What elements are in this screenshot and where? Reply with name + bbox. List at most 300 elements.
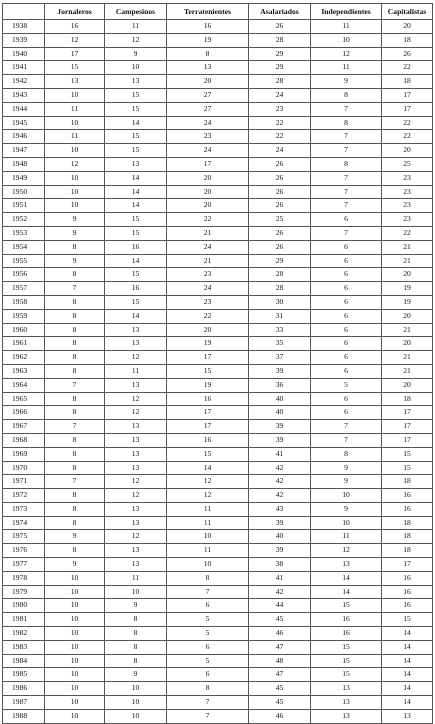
cell-campesinos: 14 — [105, 171, 167, 185]
cell-terratenientes: 12 — [167, 475, 249, 489]
cell-capitalistas: 20 — [382, 309, 433, 323]
cell-year: 1943 — [3, 88, 45, 102]
cell-campesinos: 11 — [105, 20, 167, 34]
cell-capitalistas: 21 — [382, 351, 433, 365]
cell-independientes: 10 — [311, 516, 382, 530]
cell-year: 1987 — [3, 696, 45, 710]
cell-campesinos: 13 — [105, 516, 167, 530]
cell-jornaleros: 10 — [45, 654, 105, 668]
cell-campesinos: 11 — [105, 364, 167, 378]
cell-capitalistas: 20 — [382, 144, 433, 158]
cell-capitalistas: 20 — [382, 20, 433, 34]
cell-independientes: 14 — [311, 585, 382, 599]
cell-jornaleros: 8 — [45, 295, 105, 309]
cell-campesinos: 15 — [105, 226, 167, 240]
cell-campesinos: 16 — [105, 282, 167, 296]
cell-jornaleros: 13 — [45, 75, 105, 89]
cell-jornaleros: 15 — [45, 61, 105, 75]
cell-year: 1983 — [3, 640, 45, 654]
cell-terratenientes: 22 — [167, 213, 249, 227]
cell-capitalistas: 23 — [382, 185, 433, 199]
cell-independientes: 6 — [311, 268, 382, 282]
cell-capitalistas: 22 — [382, 226, 433, 240]
cell-terratenientes: 5 — [167, 613, 249, 627]
cell-capitalistas: 26 — [382, 47, 433, 61]
cell-year: 1962 — [3, 351, 45, 365]
cell-year: 1957 — [3, 282, 45, 296]
cell-independientes: 8 — [311, 447, 382, 461]
cell-campesinos: 8 — [105, 640, 167, 654]
cell-terratenientes: 15 — [167, 364, 249, 378]
cell-independientes: 9 — [311, 75, 382, 89]
cell-campesinos: 13 — [105, 558, 167, 572]
cell-campesinos: 13 — [105, 337, 167, 351]
table-row — [3, 378, 433, 392]
cell-year: 1976 — [3, 544, 45, 558]
cell-year: 1966 — [3, 406, 45, 420]
cell-jornaleros: 9 — [45, 558, 105, 572]
cell-jornaleros: 9 — [45, 213, 105, 227]
cell-independientes: 15 — [311, 654, 382, 668]
cell-terratenientes: 20 — [167, 171, 249, 185]
cell-terratenientes: 12 — [167, 489, 249, 503]
cell-terratenientes: 23 — [167, 295, 249, 309]
cell-jornaleros: 10 — [45, 599, 105, 613]
cell-independientes: 5 — [311, 378, 382, 392]
cell-capitalistas: 22 — [382, 130, 433, 144]
cell-year: 1950 — [3, 185, 45, 199]
cell-asalariados: 47 — [249, 668, 311, 682]
cell-terratenientes: 17 — [167, 351, 249, 365]
table-row — [3, 696, 433, 710]
cell-year: 1969 — [3, 447, 45, 461]
cell-asalariados: 29 — [249, 61, 311, 75]
cell-independientes: 6 — [311, 240, 382, 254]
cell-campesinos: 15 — [105, 213, 167, 227]
cell-campesinos: 9 — [105, 668, 167, 682]
cell-terratenientes: 16 — [167, 20, 249, 34]
cell-terratenientes: 17 — [167, 157, 249, 171]
cell-asalariados: 28 — [249, 75, 311, 89]
table-row — [3, 640, 433, 654]
cell-asalariados: 42 — [249, 585, 311, 599]
cell-terratenientes: 17 — [167, 420, 249, 434]
cell-terratenientes: 24 — [167, 116, 249, 130]
cell-asalariados: 30 — [249, 295, 311, 309]
cell-year: 1981 — [3, 613, 45, 627]
cell-campesinos: 13 — [105, 433, 167, 447]
cell-campesinos: 8 — [105, 654, 167, 668]
cell-independientes: 13 — [311, 709, 382, 723]
cell-jornaleros: 10 — [45, 171, 105, 185]
cell-asalariados: 45 — [249, 613, 311, 627]
cell-asalariados: 48 — [249, 654, 311, 668]
cell-asalariados: 25 — [249, 213, 311, 227]
cell-year: 1942 — [3, 75, 45, 89]
cell-jornaleros: 10 — [45, 696, 105, 710]
table-row — [3, 130, 433, 144]
cell-jornaleros: 8 — [45, 461, 105, 475]
cell-campesinos: 14 — [105, 116, 167, 130]
cell-campesinos: 10 — [105, 585, 167, 599]
cell-campesinos: 15 — [105, 102, 167, 116]
table-row — [3, 199, 433, 213]
cell-terratenientes: 16 — [167, 392, 249, 406]
cell-terratenientes: 5 — [167, 654, 249, 668]
cell-jornaleros: 11 — [45, 130, 105, 144]
cell-terratenientes: 22 — [167, 309, 249, 323]
cell-year: 1944 — [3, 102, 45, 116]
cell-year: 1947 — [3, 144, 45, 158]
cell-jornaleros: 10 — [45, 709, 105, 723]
cell-year: 1945 — [3, 116, 45, 130]
cell-terratenientes: 24 — [167, 144, 249, 158]
cell-asalariados: 36 — [249, 378, 311, 392]
cell-independientes: 7 — [311, 185, 382, 199]
cell-jornaleros: 7 — [45, 420, 105, 434]
cell-independientes: 11 — [311, 61, 382, 75]
cell-terratenientes: 24 — [167, 240, 249, 254]
cell-terratenientes: 19 — [167, 337, 249, 351]
cell-asalariados: 26 — [249, 171, 311, 185]
cell-asalariados: 23 — [249, 102, 311, 116]
cell-capitalistas: 17 — [382, 88, 433, 102]
cell-independientes: 6 — [311, 392, 382, 406]
header-cell-year — [3, 4, 45, 20]
cell-capitalistas: 14 — [382, 627, 433, 641]
cell-independientes: 16 — [311, 613, 382, 627]
cell-asalariados: 42 — [249, 489, 311, 503]
header-cell-asalariados: Asalariados — [249, 4, 311, 20]
table-row — [3, 475, 433, 489]
cell-jornaleros: 10 — [45, 116, 105, 130]
cell-capitalistas: 18 — [382, 544, 433, 558]
cell-terratenientes: 6 — [167, 640, 249, 654]
table-row — [3, 461, 433, 475]
table-row — [3, 489, 433, 503]
table-row — [3, 61, 433, 75]
cell-year: 1975 — [3, 530, 45, 544]
cell-capitalistas: 20 — [382, 337, 433, 351]
table-header — [3, 4, 433, 20]
cell-capitalistas: 23 — [382, 171, 433, 185]
cell-campesinos: 13 — [105, 420, 167, 434]
cell-capitalistas: 15 — [382, 461, 433, 475]
cell-capitalistas: 18 — [382, 475, 433, 489]
cell-independientes: 15 — [311, 599, 382, 613]
cell-asalariados: 28 — [249, 282, 311, 296]
table-row — [3, 613, 433, 627]
cell-independientes: 10 — [311, 489, 382, 503]
cell-campesinos: 8 — [105, 627, 167, 641]
header-row — [3, 4, 433, 20]
table-row — [3, 33, 433, 47]
cell-year: 1961 — [3, 337, 45, 351]
cell-jornaleros: 12 — [45, 33, 105, 47]
cell-campesinos: 14 — [105, 254, 167, 268]
cell-campesinos: 12 — [105, 489, 167, 503]
cell-campesinos: 10 — [105, 696, 167, 710]
cell-terratenientes: 11 — [167, 544, 249, 558]
cell-asalariados: 26 — [249, 185, 311, 199]
cell-asalariados: 28 — [249, 33, 311, 47]
cell-asalariados: 47 — [249, 640, 311, 654]
cell-terratenientes: 11 — [167, 516, 249, 530]
cell-year: 1979 — [3, 585, 45, 599]
cell-capitalistas: 17 — [382, 433, 433, 447]
cell-terratenientes: 20 — [167, 323, 249, 337]
cell-independientes: 7 — [311, 420, 382, 434]
cell-independientes: 6 — [311, 309, 382, 323]
table-row — [3, 88, 433, 102]
cell-jornaleros: 9 — [45, 226, 105, 240]
cell-jornaleros: 8 — [45, 502, 105, 516]
cell-year: 1939 — [3, 33, 45, 47]
cell-campesinos: 9 — [105, 599, 167, 613]
table-row — [3, 268, 433, 282]
table-row — [3, 20, 433, 34]
header-cell-campesinos: Campesinos — [105, 4, 167, 20]
cell-jornaleros: 9 — [45, 254, 105, 268]
cell-terratenientes: 21 — [167, 254, 249, 268]
cell-terratenientes: 10 — [167, 558, 249, 572]
cell-terratenientes: 16 — [167, 433, 249, 447]
cell-independientes: 6 — [311, 406, 382, 420]
cell-capitalistas: 21 — [382, 323, 433, 337]
table-row — [3, 144, 433, 158]
cell-capitalistas: 15 — [382, 613, 433, 627]
cell-jornaleros: 10 — [45, 585, 105, 599]
cell-independientes: 11 — [311, 20, 382, 34]
cell-jornaleros: 16 — [45, 20, 105, 34]
cell-independientes: 11 — [311, 530, 382, 544]
cell-terratenientes: 8 — [167, 571, 249, 585]
cell-capitalistas: 14 — [382, 668, 433, 682]
cell-asalariados: 26 — [249, 20, 311, 34]
cell-terratenientes: 10 — [167, 530, 249, 544]
cell-capitalistas: 14 — [382, 640, 433, 654]
cell-jornaleros: 17 — [45, 47, 105, 61]
cell-capitalistas: 16 — [382, 571, 433, 585]
cell-terratenientes: 11 — [167, 502, 249, 516]
cell-capitalistas: 17 — [382, 406, 433, 420]
cell-asalariados: 39 — [249, 516, 311, 530]
cell-independientes: 6 — [311, 351, 382, 365]
cell-asalariados: 24 — [249, 144, 311, 158]
cell-independientes: 6 — [311, 323, 382, 337]
cell-capitalistas: 18 — [382, 392, 433, 406]
cell-campesinos: 13 — [105, 502, 167, 516]
cell-year: 1988 — [3, 709, 45, 723]
cell-independientes: 9 — [311, 461, 382, 475]
cell-capitalistas: 16 — [382, 585, 433, 599]
cell-campesinos: 13 — [105, 157, 167, 171]
table-row — [3, 171, 433, 185]
table-row — [3, 282, 433, 296]
cell-independientes: 8 — [311, 88, 382, 102]
cell-capitalistas: 14 — [382, 682, 433, 696]
cell-asalariados: 42 — [249, 475, 311, 489]
cell-terratenientes: 17 — [167, 406, 249, 420]
cell-campesinos: 13 — [105, 323, 167, 337]
cell-campesinos: 12 — [105, 530, 167, 544]
cell-independientes: 9 — [311, 502, 382, 516]
cell-capitalistas: 21 — [382, 254, 433, 268]
cell-independientes: 6 — [311, 254, 382, 268]
cell-year: 1964 — [3, 378, 45, 392]
cell-year: 1973 — [3, 502, 45, 516]
cell-campesinos: 16 — [105, 240, 167, 254]
cell-asalariados: 26 — [249, 199, 311, 213]
table-row — [3, 254, 433, 268]
cell-asalariados: 37 — [249, 351, 311, 365]
cell-capitalistas: 17 — [382, 420, 433, 434]
cell-jornaleros: 8 — [45, 392, 105, 406]
table-row — [3, 75, 433, 89]
cell-independientes: 7 — [311, 102, 382, 116]
cell-year: 1946 — [3, 130, 45, 144]
cell-asalariados: 41 — [249, 571, 311, 585]
cell-independientes: 6 — [311, 213, 382, 227]
cell-year: 1986 — [3, 682, 45, 696]
cell-jornaleros: 8 — [45, 323, 105, 337]
cell-year: 1956 — [3, 268, 45, 282]
cell-asalariados: 42 — [249, 461, 311, 475]
table-row — [3, 213, 433, 227]
table-row — [3, 102, 433, 116]
cell-independientes: 7 — [311, 433, 382, 447]
cell-year: 1984 — [3, 654, 45, 668]
cell-independientes: 6 — [311, 282, 382, 296]
cell-campesinos: 15 — [105, 88, 167, 102]
cell-campesinos: 13 — [105, 461, 167, 475]
cell-capitalistas: 14 — [382, 654, 433, 668]
table-row — [3, 364, 433, 378]
header-cell-jornaleros: Jornaleros — [45, 4, 105, 20]
cell-jornaleros: 9 — [45, 530, 105, 544]
cell-terratenientes: 5 — [167, 627, 249, 641]
cell-capitalistas: 25 — [382, 157, 433, 171]
cell-campesinos: 13 — [105, 544, 167, 558]
cell-independientes: 8 — [311, 116, 382, 130]
cell-independientes: 7 — [311, 171, 382, 185]
cell-year: 1941 — [3, 61, 45, 75]
cell-year: 1972 — [3, 489, 45, 503]
cell-year: 1974 — [3, 516, 45, 530]
cell-asalariados: 43 — [249, 502, 311, 516]
cell-year: 1948 — [3, 157, 45, 171]
cell-independientes: 6 — [311, 364, 382, 378]
cell-year: 1980 — [3, 599, 45, 613]
document-page — [2, 3, 432, 724]
cell-year: 1971 — [3, 475, 45, 489]
cell-independientes: 7 — [311, 130, 382, 144]
table-row — [3, 530, 433, 544]
cell-terratenientes: 21 — [167, 226, 249, 240]
cell-campesinos: 15 — [105, 130, 167, 144]
cell-jornaleros: 10 — [45, 571, 105, 585]
cell-terratenientes: 8 — [167, 47, 249, 61]
cell-terratenientes: 6 — [167, 599, 249, 613]
cell-jornaleros: 10 — [45, 185, 105, 199]
cell-year: 1978 — [3, 571, 45, 585]
table-row — [3, 502, 433, 516]
cell-terratenientes: 6 — [167, 668, 249, 682]
cell-asalariados: 39 — [249, 364, 311, 378]
cell-terratenientes: 19 — [167, 33, 249, 47]
cell-independientes: 15 — [311, 640, 382, 654]
cell-capitalistas: 20 — [382, 268, 433, 282]
table-row — [3, 295, 433, 309]
table-row — [3, 337, 433, 351]
cell-capitalistas: 23 — [382, 199, 433, 213]
data-table — [2, 3, 433, 724]
header-cell-independientes: Independientes — [311, 4, 382, 20]
cell-jornaleros: 8 — [45, 447, 105, 461]
cell-campesinos: 15 — [105, 295, 167, 309]
table-row — [3, 226, 433, 240]
cell-independientes: 12 — [311, 47, 382, 61]
cell-jornaleros: 10 — [45, 88, 105, 102]
cell-terratenientes: 8 — [167, 682, 249, 696]
cell-jornaleros: 8 — [45, 351, 105, 365]
cell-jornaleros: 10 — [45, 640, 105, 654]
cell-jornaleros: 8 — [45, 268, 105, 282]
cell-year: 1951 — [3, 199, 45, 213]
cell-asalariados: 29 — [249, 254, 311, 268]
table-row — [3, 447, 433, 461]
table-row — [3, 668, 433, 682]
cell-independientes: 13 — [311, 696, 382, 710]
cell-asalariados: 46 — [249, 709, 311, 723]
table-body — [3, 20, 433, 724]
cell-capitalistas: 19 — [382, 282, 433, 296]
cell-capitalistas: 18 — [382, 530, 433, 544]
cell-terratenientes: 20 — [167, 199, 249, 213]
cell-terratenientes: 7 — [167, 709, 249, 723]
table-row — [3, 599, 433, 613]
cell-campesinos: 12 — [105, 406, 167, 420]
cell-asalariados: 40 — [249, 406, 311, 420]
cell-year: 1960 — [3, 323, 45, 337]
cell-year: 1952 — [3, 213, 45, 227]
table-row — [3, 709, 433, 723]
cell-campesinos: 14 — [105, 185, 167, 199]
cell-year: 1954 — [3, 240, 45, 254]
cell-asalariados: 31 — [249, 309, 311, 323]
cell-jornaleros: 8 — [45, 309, 105, 323]
table-row — [3, 654, 433, 668]
cell-jornaleros: 12 — [45, 157, 105, 171]
cell-independientes: 10 — [311, 33, 382, 47]
table-row — [3, 309, 433, 323]
cell-jornaleros: 10 — [45, 627, 105, 641]
cell-jornaleros: 8 — [45, 544, 105, 558]
cell-capitalistas: 17 — [382, 102, 433, 116]
cell-capitalistas: 17 — [382, 558, 433, 572]
cell-campesinos: 8 — [105, 613, 167, 627]
cell-capitalistas: 16 — [382, 502, 433, 516]
cell-jornaleros: 11 — [45, 102, 105, 116]
cell-terratenientes: 27 — [167, 102, 249, 116]
table-row — [3, 392, 433, 406]
cell-jornaleros: 10 — [45, 613, 105, 627]
cell-jornaleros: 7 — [45, 475, 105, 489]
cell-independientes: 15 — [311, 668, 382, 682]
cell-capitalistas: 21 — [382, 364, 433, 378]
cell-asalariados: 39 — [249, 420, 311, 434]
table-row — [3, 682, 433, 696]
